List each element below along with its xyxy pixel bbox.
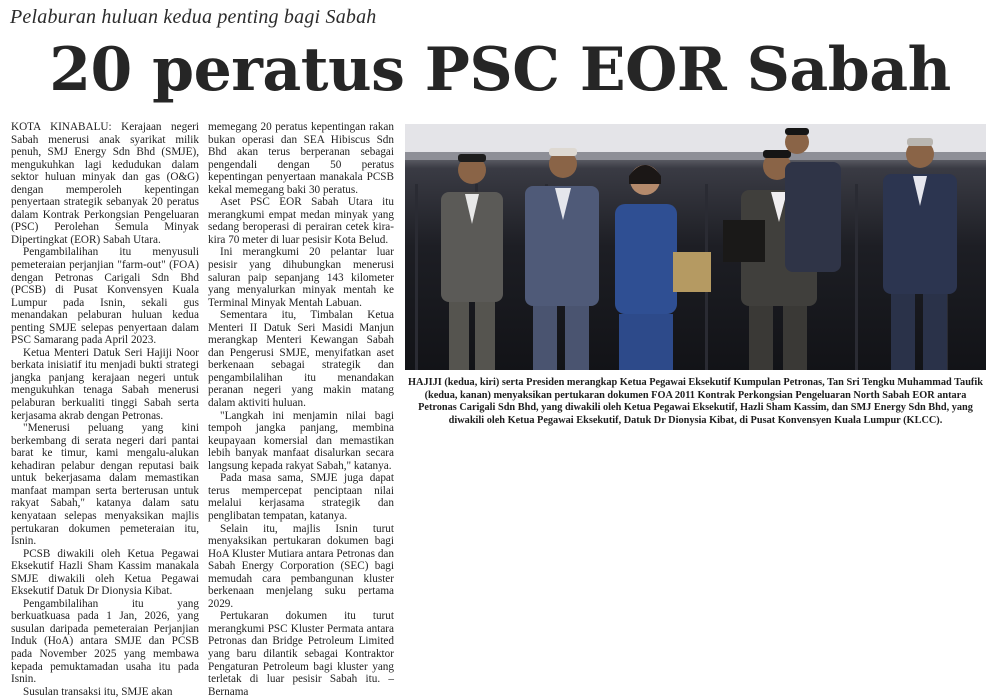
paragraph: Pengambilalihan itu menyusuli pemeteraian perjanjian "farm-out" (FOA) dengan Petronas Carigali Sdn Bhd (PCSB) di Pusat Konvensyen Kuala Lumpur pada Isnin, sekali gus menandakan pelaburan huluan kedua penting SMJE selepas penyertaan dalam PSC Samarang pada April 2023. bbox=[11, 246, 199, 347]
paragraph: KOTA KINABALU: Kerajaan negeri Sabah menerusi anak syarikat milik penuh, SMJ Energy Sdn Bhd (SMJE), mengukuhkan lagi kedudukan dalam sektor huluan minyak dan gas (O&G) dengan memperoleh kepentingan penyertaan strategik sebanyak 20 peratus dalam Kontrak Perkongsian Pengeluaran (PSC) Perolehan Semula Minyak Dipertingkat (EOR) Sabah Utara. bbox=[11, 121, 199, 246]
paragraph: Ketua Menteri Datuk Seri Hajiji Noor berkata inisiatif itu menjadi bukti strategi jangka panjang kerajaan negeri untuk mengukuhkan tenaga Sabah menerusi pelaburan berkualiti tinggi Sabah serta kerjasama akrab dengan Petronas. bbox=[11, 346, 199, 422]
photo-caption: HAJIJI (kedua, kiri) serta Presiden merangkap Ketua Pegawai Eksekutif Kumpulan Petronas, Tan Sri Tengku Muhammad Taufik (kedua, kanan) menyaksikan pertukaran dokumen FOA 2011 Kontrak Perkongsian Pengeluaran North Sabah EOR antara Petronas Carigali Sdn Bhd, yang diwakili oleh Ketua Pegawai Eksekutif, Hazli Sham Kassim, dan SMJ Energy Sdn Bhd, yang diwakili oleh Ketua Pegawai Eksekutif, Datuk Dr Dionysia Kibat, di Pusat Konvensyen Kuala Lumpur (KLCC). bbox=[408, 377, 983, 426]
paragraph: Susulan transaksi itu, SMJE akan bbox=[23, 685, 173, 698]
paragraph: Selain itu, majlis Isnin turut menyaksikan pertukaran dokumen bagi HoA Kluster Mutiara antara Petronas dan Sabah Energy Corporation (SEC) bagi memudah cara pembangunan kluster berkenaan menjelang suku pertama 2029. bbox=[208, 522, 394, 610]
paragraph: Ini merangkumi 20 pelantar luar pesisir yang dihubungkan menerusi saluran paip sepanjang 143 kilometer yang menyalurkan minyak mentah ke Terminal Minyak Mentah Labuan. bbox=[208, 246, 394, 309]
paragraph: PCSB diwakili oleh Ketua Pegawai Eksekutif Hazli Sham Kassim manakala SMJE diwakili oleh Ketua Pegawai Eksekutif Datuk Dr Dionysia Kibat. bbox=[11, 547, 199, 598]
article-column-1 bbox=[11, 121, 199, 698]
kicker: Pelaburan huluan kedua penting bagi Sabah bbox=[10, 6, 377, 28]
document-folder bbox=[723, 220, 765, 262]
paragraph: memegang 20 peratus kepentingan rakan bukan operasi dan SEA Hibiscus Sdn Bhd akan terus berperanan sebagai pengendali dengan 50 peratus kepentingan penyertaan manakala PCSB kekal memegang baki 30 peratus. bbox=[208, 121, 394, 196]
paragraph: Pada masa sama, SMJE juga dapat terus mempercepat penciptaan nilai melalui kerjasama strategik dan penglibatan tempatan, katanya. bbox=[208, 472, 394, 522]
headline: 20 peratus PSC EOR Sabah bbox=[49, 35, 951, 105]
paragraph: Pengambilalihan itu yang berkuatkuasa pada 1 Jan, 2026, yang susulan daripada pemeteraian Perjanjian Induk (HoA) antara SMJE dan PCSB pada November 2025 yang membawa kepada pemuktamadan usaha itu pada Isnin. bbox=[11, 597, 199, 686]
paragraph: "Langkah ini menjamin nilai bagi tempoh jangka panjang, membina keupayaan komersial dan memastikan lebih banyak manfaat disalurkan secara langsung kepada rakyat Sabah," katanya. bbox=[208, 409, 394, 472]
paragraph: Sementara itu, Timbalan Ketua Menteri II Datuk Seri Masidi Manjun merangkap Menteri Kewangan Sabah dan Pengerusi SMJE, menyifatkan aset berkenaan sebagai strategik dan pengambilalihan itu menandakan peranan negeri yang makin matang dalam aktiviti huluan. bbox=[208, 309, 394, 410]
article-column-2 bbox=[208, 121, 394, 698]
paragraph: Pertukaran dokumen itu turut merangkumi PSC Kluster Permata antara Petronas dan Bridge Petroleum Limited yang baru dilantik sebagai Kontraktor Pengaturan Petroleum bagi kluster yang terletak di luar pesisir Sabah itu. – Bernama bbox=[208, 610, 394, 698]
paragraph: "Menerusi peluang yang kini berkembang di serata negeri dari pantai barat ke timur, kami mengalu-alukan kehadiran pelabur dengan reputasi baik untuk bekerjasama dalam memastikan manfaat mampan serta berterusan untuk rakyat Sabah," katanya dalam satu kenyataan selepas menyaksikan majlis pertukaran dokumen pemeteraian itu, Isnin. bbox=[11, 422, 199, 548]
news-photo bbox=[405, 124, 986, 370]
paragraph: Aset PSC EOR Sabah Utara itu merangkumi empat medan minyak yang sedang beroperasi di perairan cetek kira-kira 70 meter di luar pesisir Kota Belud. bbox=[208, 196, 394, 246]
document-folder bbox=[673, 252, 711, 292]
